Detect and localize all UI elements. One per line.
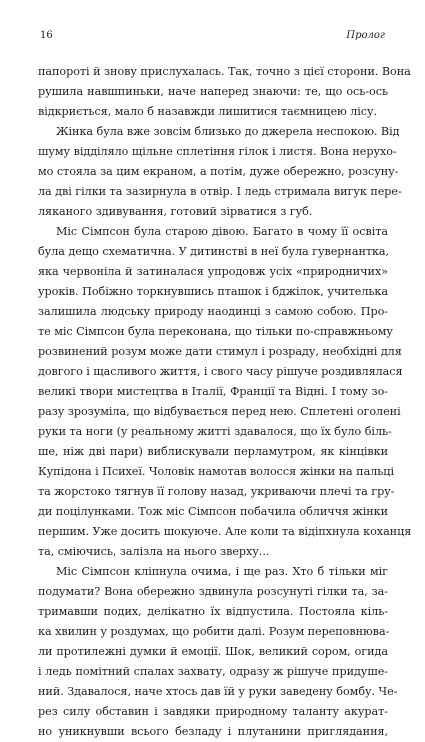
text-line: розвинений розум може дати стимул і розраду, необхідні для bbox=[38, 345, 402, 358]
text-line: тримавши подих, делікатно їх відпустила. Постояла кіль- bbox=[38, 605, 388, 618]
text-line: довгого і щасливого життя, і свого часу рішуче роздивлялася bbox=[38, 365, 403, 378]
text-line: мо стояла за цим екраном, а потім, дуже обережно, розсуну- bbox=[38, 165, 399, 178]
text-line: і ледь помітний спалах захвату, одразу ж рішуче придуше- bbox=[38, 665, 388, 678]
text-line: ка хвилин у роздумах, що робити далі. Розум переповнюва- bbox=[38, 625, 390, 638]
page-header bbox=[40, 29, 385, 43]
text-line: великі твори мистецтва в Італії, Франції та Відні. І тому зо- bbox=[38, 385, 388, 398]
text-line: яка червоніла й затиналася упродовж усіх «природничих» bbox=[38, 265, 388, 278]
text-line: те міс Сімпсон була переконана, що тільки по-справжньому bbox=[38, 325, 393, 338]
text-line: ний. Здавалося, наче хтось дав їй у руки заведену бомбу. Че- bbox=[38, 685, 398, 698]
text-line: подумати? Вона обережно здвинула розсунуті гілки та, за- bbox=[38, 585, 388, 598]
text-line: шуму відділяло щільне сплетіння гілок і листя. Вона нерухо- bbox=[38, 145, 397, 158]
text-line: папороті й знову прислухалась. Так, точно з цієї сторони. Вона bbox=[38, 65, 411, 78]
text-line: разу зрозуміла, що відбувається перед нею. Сплетені оголені bbox=[38, 405, 401, 418]
text-line: ли протилежні думки й емоції. Шок, великий сором, огида bbox=[38, 645, 388, 658]
paragraph bbox=[38, 62, 411, 122]
text-line: та жорстоко тягнув її голову назад, укриваючи плечі та гру- bbox=[38, 485, 395, 498]
text-line: руки та ноги (у реальному житті здавалося, що їх було біль- bbox=[38, 425, 392, 438]
text-line: Міс Сімпсон була старою дівою. Багато в чому її освіта bbox=[56, 225, 388, 238]
text-line: була дещо схематична. У дитинстві в неї була гувернантка, bbox=[38, 245, 390, 258]
running-title: Пролог bbox=[346, 30, 385, 41]
paragraph bbox=[38, 222, 412, 562]
text-line: відкриється, мало б назавжди лишитися таємницею лісу. bbox=[38, 105, 378, 118]
body-text bbox=[38, 62, 412, 742]
text-line: ше, ніж дві пари) виблискували перламутром, як кінцівки bbox=[38, 445, 388, 458]
text-line: рез силу обставин і завдяки природному таланту акурат- bbox=[38, 705, 388, 718]
text-line: першим. Уже досить шокуюче. Але коли та відіпхнула коханця bbox=[38, 525, 412, 538]
text-line: Купідона і Психеї. Чоловік намотав волосся жінки на пальці bbox=[38, 465, 394, 478]
page-number: 16 bbox=[40, 30, 53, 41]
paragraph bbox=[38, 562, 398, 742]
text-line: залишила людську природу наодинці з самою собою. Про- bbox=[38, 305, 388, 318]
text-line: та, сміючись, залізла на нього зверху... bbox=[38, 545, 270, 558]
text-line: рушила навшпиньки, наче наперед знаючи: те, що ось-ось bbox=[38, 85, 388, 98]
text-line: ла дві гілки та зазирнула в отвір. І ледь стримала вигук пере- bbox=[38, 185, 402, 198]
text-line: уроків. Побіжно торкнувшись пташок і бджілок, учителька bbox=[38, 285, 388, 298]
text-line: но уникнувши всього безладу і плутанини приглядання, bbox=[38, 725, 388, 738]
text-line: ляканого здивування, готовий зірватися з губ. bbox=[38, 205, 313, 218]
text-line: ди поцілунками. Тож міс Сімпсон побачила обличчя жінки bbox=[38, 505, 388, 518]
text-line: Жінка була вже зовсім близько до джерела неспокою. Від bbox=[56, 125, 400, 138]
paragraph bbox=[38, 122, 402, 222]
text-line: Міс Сімпсон кліпнула очима, і ще раз. Хто б тільки міг bbox=[56, 565, 388, 578]
